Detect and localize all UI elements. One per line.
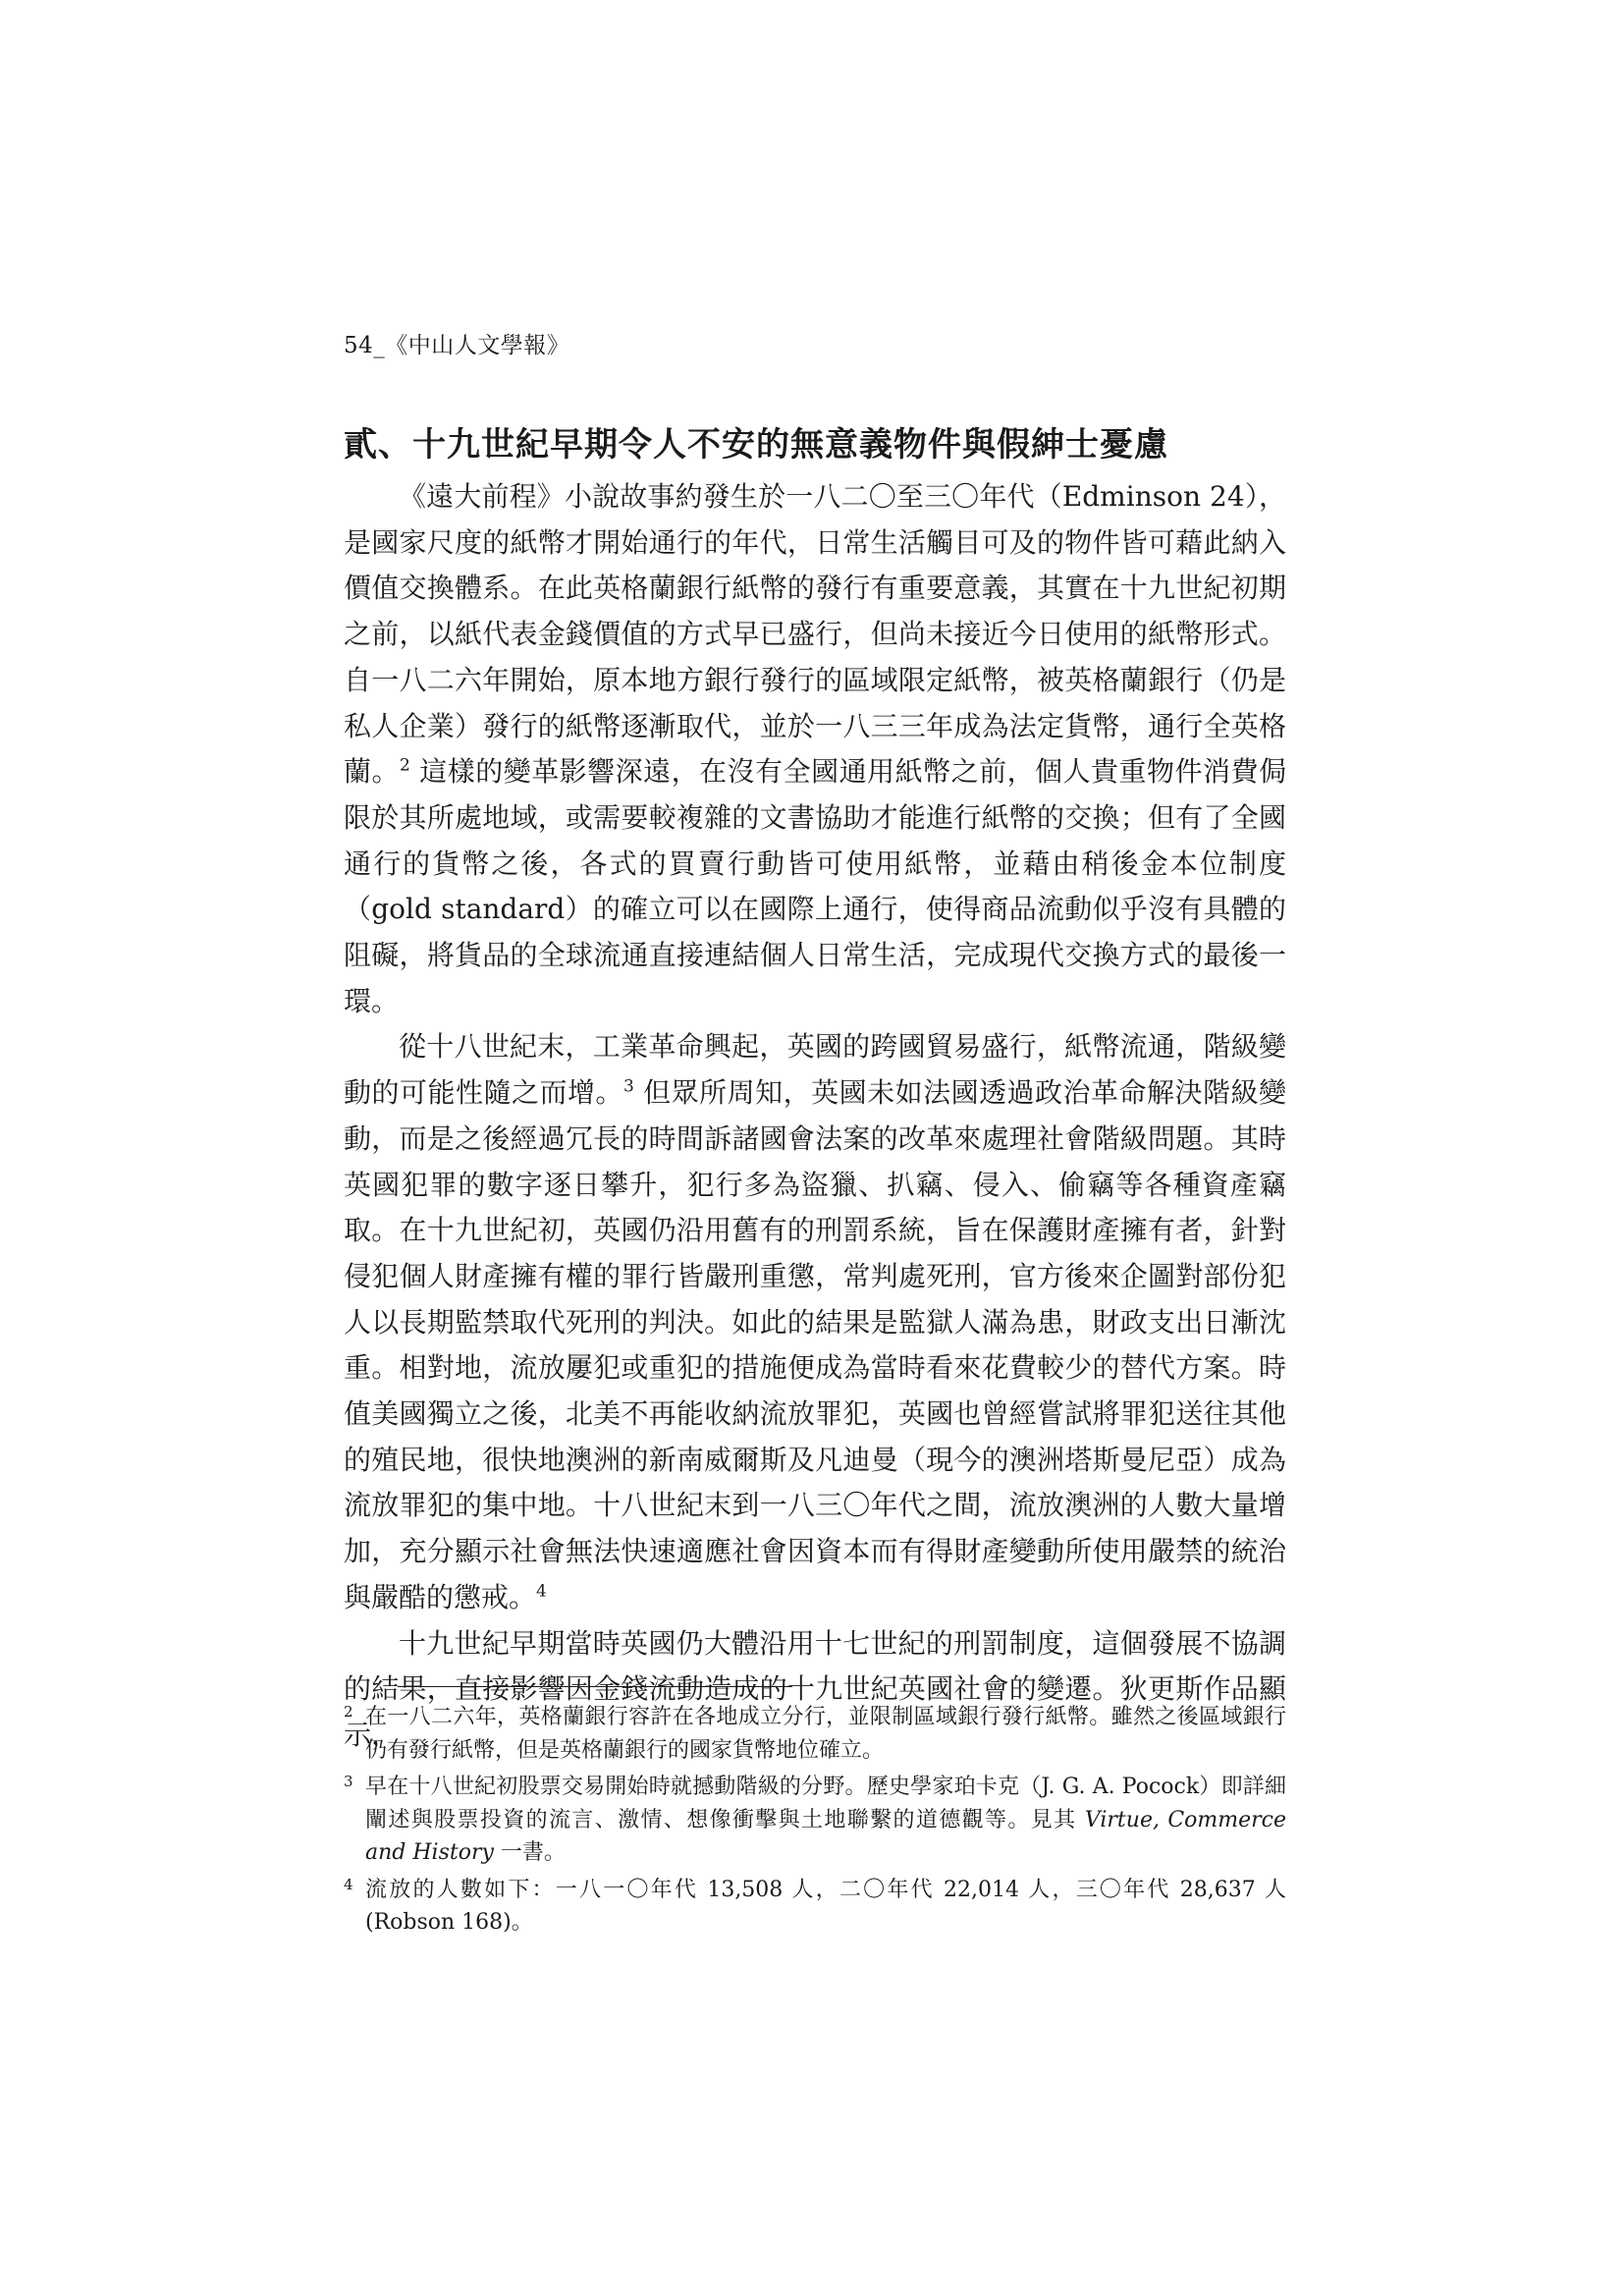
footnote-text: 流放的人數如下：一八一〇年代 13,508 人，二〇年代 22,014 人，三〇年代 28,637 人(Robson 168)。 [365,1877,1286,1935]
footnote-number: 2 [344,1703,353,1721]
paragraph-2 [344,1024,1286,1620]
footnote-ref-2[interactable]: 2 [400,755,410,776]
paragraph-1 [344,474,1286,1024]
footnote-text-b: 一書。 [493,1840,566,1865]
footnote-4 [344,1874,1286,1940]
footnote-number: 3 [344,1773,353,1790]
footnote-divider [398,1686,792,1687]
running-head: 54_《中山人文學報》 [344,333,570,358]
footnote-text [365,1775,1286,1865]
footnotes [344,1701,1286,1943]
footnote-ref-3[interactable]: 3 [622,1076,634,1097]
paragraph-2-text-b: 但眾所周知，英國未如法國透過政治革命解決階級變動，而是之後經過冗長的時間訴諸國會法案的改革來處理社會階級問題。其時英國犯罪的數字逐日攀升，犯行多為盜獵、扒竊、侵入、偷竊等各種資產竊取。在十九世紀初，英國仍沿用舊有的刑罰系統，旨在保護財產擁有者，針對侵犯個人財產擁有權的罪行皆嚴刑重懲，常判處死刑，官方後來企圖對部份犯人以長期監禁取代死刑的判決。如此的結果是監獄人滿為患，財政支出日漸沈重。相對地，流放屢犯或重犯的措施便成為當時看來花費較少的替代方案。時值美國獨立之後，北美不再能收納流放罪犯，英國也曾經嘗試將罪犯送往其他的殖民地，很快地澳洲的新南威爾斯及凡迪曼（現今的澳洲塔斯曼尼亞）成為流放罪犯的集中地。十八世紀末到一八三〇年代之間，流放澳洲的人數大量增加，充分顯示社會無法快速適應社會因資本而有得財產變動所使用嚴禁的統治與嚴酷的懲戒。 [344,1076,1286,1613]
footnote-ref-4[interactable]: 4 [536,1581,547,1602]
paragraph-3-text: 十九世紀早期當時英國仍大體沿用十七世紀的刑罰制度，這個發展不協調的結果，直接影響因金錢流動造成的十九世紀英國社會的變遷。狄更斯作品顯示， [344,1626,1286,1751]
paragraph-2-text-a: 從十八世紀末，工業革命興起，英國的跨國貿易盛行，紙幣流通，階級變動的可能性隨之而增。 [344,1030,1286,1110]
footnote-3 [344,1771,1286,1870]
footnote-2 [344,1701,1286,1767]
footnote-text: 在一八二六年，英格蘭銀行容許在各地成立分行，並限制區域銀行發行紙幣。雖然之後區域銀行仍有發行紙幣，但是英格蘭銀行的國家貨幣地位確立。 [365,1705,1286,1763]
footnote-text-a: 早在十八世紀初股票交易開始時就撼動階級的分野。歷史學家珀卡克（J. G. A. Pocock）即詳細闡述與股票投資的流言、激情、想像衝擊與土地聯繫的道德觀等。見其 [365,1775,1286,1832]
paragraph-1-text-a: 《遠大前程》小說故事約發生於一八二〇至三〇年代（Edminson 24），是國家尺度的紙幣才開始通行的年代，日常生活觸目可及的物件皆可藉此納入價值交換體系。在此英格蘭銀行紙幣的發行有重要意義，其實在十九世紀初期之前，以紙代表金錢價值的方式早已盛行，但尚未接近今日使用的紙幣形式。自一八二六年開始，原本地方銀行發行的區域限定紙幣，被英格蘭銀行（仍是私人企業）發行的紙幣逐漸取代，並於一八三三年成為法定貨幣，通行全英格蘭。 [344,480,1286,789]
section-title: 貳、十九世紀早期令人不安的無意義物件與假紳士憂慮 [344,425,1168,465]
paragraph-1-text-b: 這樣的變革影響深遠，在沒有全國通用紙幣之前，個人貴重物件消費侷限於其所處地域，或需要較複雜的文書協助才能進行紙幣的交換；但有了全國通行的貨幣之後，各式的買賣行動皆可使用紙幣，並藉由稍後金本位制度（gold standard）的確立可以在國際上通行，使得商品流動似乎沒有具體的阻礙，將貨品的全球流通直接連結個人日常生活，完成現代交換方式的最後一環。 [344,755,1286,1017]
body-text [344,474,1286,1759]
book-title: Virtue, Commerce and History [365,1807,1286,1865]
footnote-number: 4 [344,1875,353,1893]
